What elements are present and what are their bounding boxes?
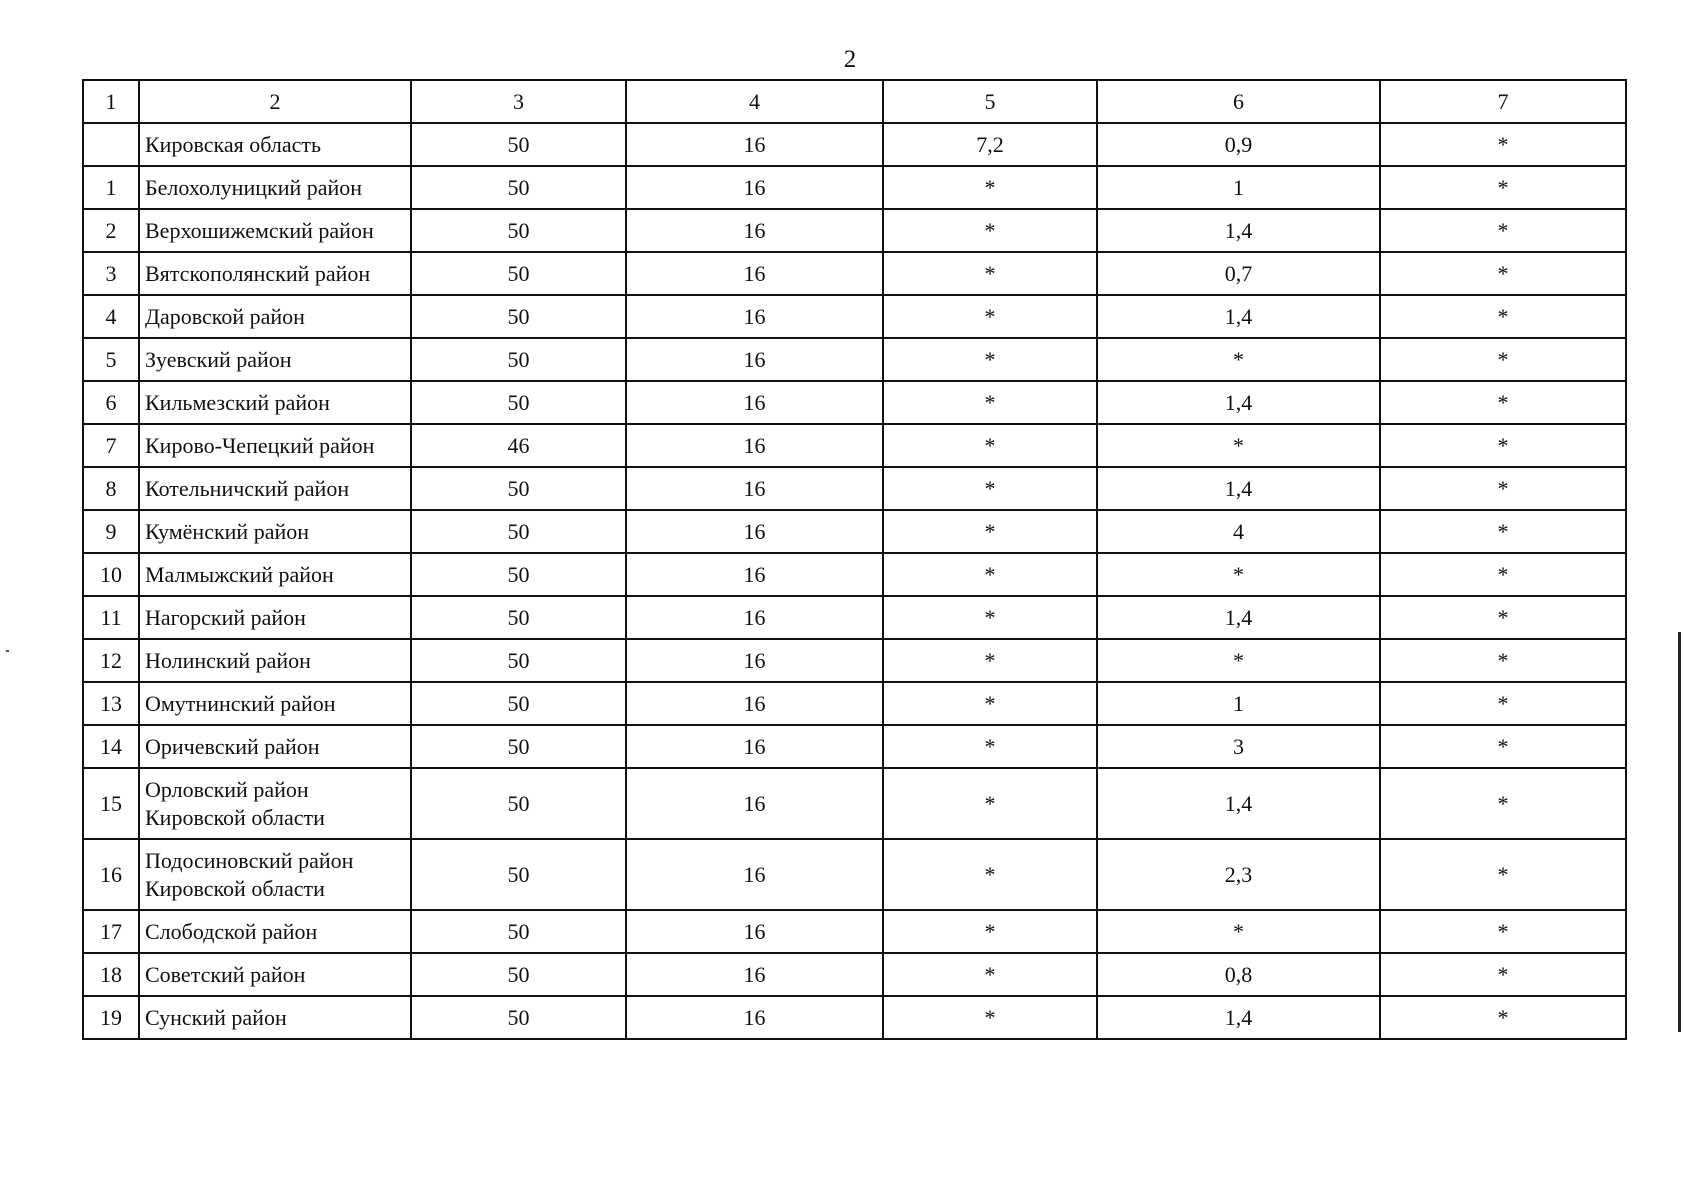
col7-value-cell: * (1380, 381, 1626, 424)
table-row (83, 953, 1626, 996)
scan-edge-mark (1678, 632, 1681, 1032)
row-number-cell: 16 (83, 839, 139, 910)
table-row (83, 295, 1626, 338)
district-name-line: Подосиновский район (145, 847, 354, 873)
col6-value-cell: 1,4 (1097, 381, 1380, 424)
col4-value-cell: 16 (626, 381, 883, 424)
district-name-cell (139, 252, 411, 295)
col5-value-cell: * (883, 252, 1097, 295)
col5-value-cell: * (883, 209, 1097, 252)
col6-value-cell: 3 (1097, 725, 1380, 768)
header-row (83, 80, 1626, 123)
col3-value-cell: 50 (411, 725, 626, 768)
district-name-cell (139, 596, 411, 639)
page-number: 2 (843, 46, 857, 73)
district-name-line: Кирово-Чепецкий район (145, 432, 375, 458)
col7-value-cell: * (1380, 725, 1626, 768)
district-name-line: Белохолуницкий район (145, 174, 363, 200)
col6-value-cell: * (1097, 338, 1380, 381)
col4-value-cell: 16 (626, 725, 883, 768)
col3-value-cell: 46 (411, 424, 626, 467)
table-row (83, 510, 1626, 553)
col6-value-cell: 1,4 (1097, 467, 1380, 510)
header-cell: 1 (83, 80, 139, 123)
district-name-cell (139, 953, 411, 996)
row-number-cell: 12 (83, 639, 139, 682)
district-name-line: Вятскополянский район (145, 260, 371, 286)
col3-value-cell: 50 (411, 839, 626, 910)
col4-value-cell: 16 (626, 996, 883, 1039)
district-name-line-2: Кировской области (145, 804, 325, 830)
col5-value-cell: * (883, 424, 1097, 467)
table-row (83, 839, 1626, 910)
district-name-cell (139, 725, 411, 768)
col3-value-cell: 50 (411, 682, 626, 725)
col6-value-cell: * (1097, 639, 1380, 682)
col3-value-cell: 50 (411, 510, 626, 553)
district-name-line: Малмыжский район (145, 561, 334, 587)
col6-value-cell: 1 (1097, 682, 1380, 725)
district-name-cell (139, 996, 411, 1039)
header-cell: 2 (139, 80, 411, 123)
table-row (83, 996, 1626, 1039)
data-table (82, 79, 1627, 1040)
col4-value-cell: 16 (626, 252, 883, 295)
table-row (83, 639, 1626, 682)
row-number-cell: 4 (83, 295, 139, 338)
table-row (83, 123, 1626, 166)
col7-value-cell: * (1380, 768, 1626, 839)
col7-value-cell: * (1380, 639, 1626, 682)
row-number-cell: 13 (83, 682, 139, 725)
col4-value-cell: 16 (626, 166, 883, 209)
district-name-cell (139, 839, 411, 910)
row-number-cell: 6 (83, 381, 139, 424)
col7-value-cell: * (1380, 953, 1626, 996)
col6-value-cell: 4 (1097, 510, 1380, 553)
col3-value-cell: 50 (411, 910, 626, 953)
col6-value-cell: * (1097, 910, 1380, 953)
row-number-cell: 9 (83, 510, 139, 553)
col5-value-cell: * (883, 338, 1097, 381)
row-number-cell: 7 (83, 424, 139, 467)
district-name-line: Кильмезский район (145, 389, 330, 415)
col3-value-cell: 50 (411, 252, 626, 295)
col6-value-cell: 0,8 (1097, 953, 1380, 996)
table-row (83, 338, 1626, 381)
row-number-cell (83, 123, 139, 166)
district-name-cell (139, 166, 411, 209)
row-number-cell: 5 (83, 338, 139, 381)
row-number-cell: 19 (83, 996, 139, 1039)
col5-value-cell: * (883, 910, 1097, 953)
district-name-cell (139, 682, 411, 725)
col6-value-cell: * (1097, 553, 1380, 596)
col4-value-cell: 16 (626, 510, 883, 553)
row-number-cell: 14 (83, 725, 139, 768)
col4-value-cell: 16 (626, 639, 883, 682)
col7-value-cell: * (1380, 467, 1626, 510)
col3-value-cell: 50 (411, 123, 626, 166)
col6-value-cell: 1 (1097, 166, 1380, 209)
table-row (83, 910, 1626, 953)
header-cell: 7 (1380, 80, 1626, 123)
row-number-cell: 18 (83, 953, 139, 996)
col5-value-cell: * (883, 381, 1097, 424)
district-name-cell (139, 209, 411, 252)
header-cell: 4 (626, 80, 883, 123)
table-row (83, 682, 1626, 725)
col7-value-cell: * (1380, 553, 1626, 596)
col4-value-cell: 16 (626, 424, 883, 467)
col7-value-cell: * (1380, 338, 1626, 381)
district-name-cell (139, 338, 411, 381)
district-name-line: Нагорский район (145, 604, 306, 630)
col4-value-cell: 16 (626, 295, 883, 338)
col7-value-cell: * (1380, 910, 1626, 953)
col7-value-cell: * (1380, 295, 1626, 338)
col7-value-cell: * (1380, 510, 1626, 553)
district-name-cell (139, 467, 411, 510)
scan-speck (6, 650, 9, 652)
table-row (83, 553, 1626, 596)
col5-value-cell: * (883, 839, 1097, 910)
row-number-cell: 1 (83, 166, 139, 209)
district-name-cell (139, 424, 411, 467)
col5-value-cell: * (883, 467, 1097, 510)
col7-value-cell: * (1380, 682, 1626, 725)
table-row (83, 209, 1626, 252)
col5-value-cell: 7,2 (883, 123, 1097, 166)
district-name-line: Даровской район (145, 303, 305, 329)
table-row (83, 166, 1626, 209)
col3-value-cell: 50 (411, 639, 626, 682)
header-cell: 3 (411, 80, 626, 123)
col7-value-cell: * (1380, 839, 1626, 910)
district-name-line: Омутнинский район (145, 690, 336, 716)
col3-value-cell: 50 (411, 467, 626, 510)
col4-value-cell: 16 (626, 839, 883, 910)
district-name-line: Оричевский район (145, 733, 320, 759)
col5-value-cell: * (883, 768, 1097, 839)
district-name-line-2: Кировской области (145, 875, 325, 901)
table-row (83, 725, 1626, 768)
table-row (83, 467, 1626, 510)
district-name-line: Слободской район (145, 918, 318, 944)
col3-value-cell: 50 (411, 768, 626, 839)
row-number-cell: 3 (83, 252, 139, 295)
district-name-cell (139, 381, 411, 424)
col5-value-cell: * (883, 682, 1097, 725)
col7-value-cell: * (1380, 209, 1626, 252)
row-number-cell: 10 (83, 553, 139, 596)
col5-value-cell: * (883, 166, 1097, 209)
header-cell: 6 (1097, 80, 1380, 123)
header-cell: 5 (883, 80, 1097, 123)
row-number-cell: 11 (83, 596, 139, 639)
col3-value-cell: 50 (411, 596, 626, 639)
col7-value-cell: * (1380, 123, 1626, 166)
district-name-cell (139, 639, 411, 682)
district-name-line: Орловский район (145, 776, 309, 802)
col7-value-cell: * (1380, 424, 1626, 467)
col4-value-cell: 16 (626, 209, 883, 252)
col5-value-cell: * (883, 639, 1097, 682)
district-name-line: Котельничский район (145, 475, 350, 501)
col4-value-cell: 16 (626, 953, 883, 996)
col6-value-cell: 1,4 (1097, 295, 1380, 338)
table-row (83, 768, 1626, 839)
row-number-cell: 8 (83, 467, 139, 510)
district-name-cell (139, 910, 411, 953)
col5-value-cell: * (883, 996, 1097, 1039)
col6-value-cell: 1,4 (1097, 996, 1380, 1039)
col3-value-cell: 50 (411, 553, 626, 596)
col5-value-cell: * (883, 510, 1097, 553)
district-name-line: Сунский район (145, 1004, 287, 1030)
district-name-cell (139, 768, 411, 839)
col6-value-cell: 2,3 (1097, 839, 1380, 910)
col4-value-cell: 16 (626, 467, 883, 510)
col3-value-cell: 50 (411, 166, 626, 209)
col5-value-cell: * (883, 953, 1097, 996)
col3-value-cell: 50 (411, 381, 626, 424)
col3-value-cell: 50 (411, 996, 626, 1039)
col4-value-cell: 16 (626, 596, 883, 639)
col4-value-cell: 16 (626, 123, 883, 166)
col7-value-cell: * (1380, 996, 1626, 1039)
col3-value-cell: 50 (411, 338, 626, 381)
row-number-cell: 2 (83, 209, 139, 252)
district-name-line: Зуевский район (145, 346, 292, 372)
col5-value-cell: * (883, 596, 1097, 639)
district-name-cell (139, 553, 411, 596)
table-row (83, 424, 1626, 467)
district-name-line: Советский район (145, 961, 306, 987)
col4-value-cell: 16 (626, 682, 883, 725)
district-name-line: Верхошижемский район (145, 217, 374, 243)
col7-value-cell: * (1380, 596, 1626, 639)
col3-value-cell: 50 (411, 295, 626, 338)
row-number-cell: 17 (83, 910, 139, 953)
col4-value-cell: 16 (626, 338, 883, 381)
district-name-line: Нолинский район (145, 647, 311, 673)
row-number-cell: 15 (83, 768, 139, 839)
col6-value-cell: 1,4 (1097, 768, 1380, 839)
table-row (83, 252, 1626, 295)
district-name-cell (139, 123, 411, 166)
district-name-line: Кировская область (145, 131, 322, 157)
table-row (83, 381, 1626, 424)
col4-value-cell: 16 (626, 553, 883, 596)
table-body (83, 80, 1626, 1039)
district-name-cell (139, 295, 411, 338)
col3-value-cell: 50 (411, 209, 626, 252)
col5-value-cell: * (883, 553, 1097, 596)
col7-value-cell: * (1380, 166, 1626, 209)
col4-value-cell: 16 (626, 910, 883, 953)
col6-value-cell: 0,9 (1097, 123, 1380, 166)
col6-value-cell: 1,4 (1097, 596, 1380, 639)
district-name-cell (139, 510, 411, 553)
col6-value-cell: * (1097, 424, 1380, 467)
col6-value-cell: 1,4 (1097, 209, 1380, 252)
col5-value-cell: * (883, 295, 1097, 338)
col4-value-cell: 16 (626, 768, 883, 839)
col5-value-cell: * (883, 725, 1097, 768)
col3-value-cell: 50 (411, 953, 626, 996)
col6-value-cell: 0,7 (1097, 252, 1380, 295)
district-name-line: Кумёнский район (145, 518, 310, 544)
table-row (83, 596, 1626, 639)
col7-value-cell: * (1380, 252, 1626, 295)
